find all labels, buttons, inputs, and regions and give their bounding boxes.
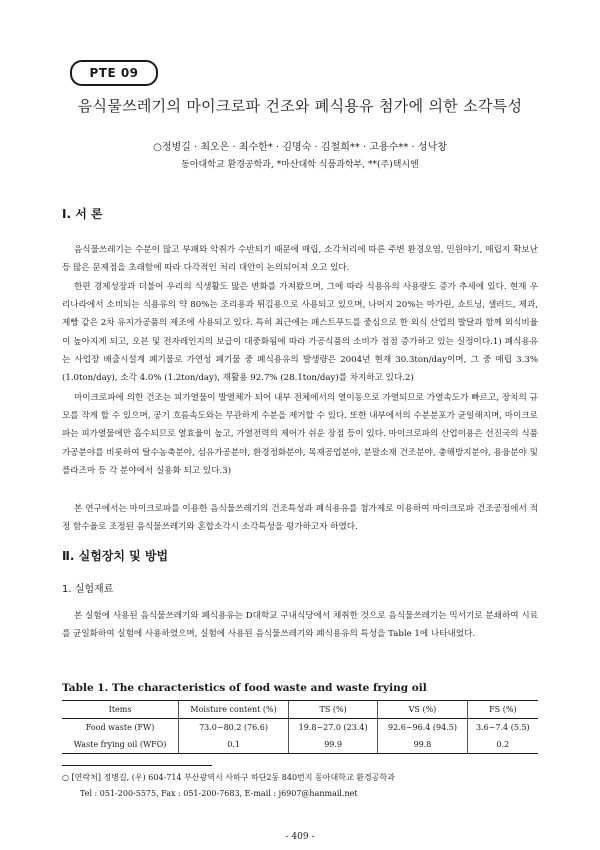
table-header-cell: Items	[62, 701, 179, 719]
table-cell: 99.9	[288, 736, 377, 754]
table-cell: 73.0~80.2 (76.6)	[179, 719, 289, 737]
table-header-cell: TS (%)	[288, 701, 377, 719]
table-cell: 19.8~27.0 (23.4)	[288, 719, 377, 737]
table-header-cell: VS (%)	[378, 701, 467, 719]
contact-phone-email: Tel : 051-200-5575, Fax : 051-200-7683, E-mail : j6907@hanmail.net	[80, 789, 358, 798]
intro-paragraph-1: 음식물쓰레기는 수분이 많고 부패와 악취가 수반되기 때문에 매립, 소각처리에 따른 주변 환경오염, 민원야기, 매립지 확보난 등 많은 문제점을 초래함에 따라 다각적인 처리 대안이 논의되어져 오고 있다.	[62, 245, 538, 274]
intro-paragraph-4: 본 연구에서는 마이크로파를 이용한 음식물쓰레기의 건조특성과 폐식용유를 첨가제로 이용하여 마이크로파 건조공정에서 적정 함수율로 조정된 음식물쓰레기와 혼합소각시 소각특성을 평가하고자 하였다.	[62, 504, 538, 533]
subsection-heading-materials: 1. 실험재료	[62, 584, 114, 595]
table-cell: 0.1	[179, 736, 289, 754]
table-cell: 0.2	[467, 736, 538, 754]
table-row	[62, 719, 538, 737]
paper-title: 음식물쓰레기의 마이크로파 건조와 폐식용유 첨가에 의한 소각특성	[77, 97, 523, 115]
table-cell: 99.8	[378, 736, 467, 754]
table-cell: Food waste (FW)	[85, 723, 155, 732]
intro-paragraph-2: 한편 경제성장과 더불어 우리의 식생활도 많은 변화를 가져왔으며, 그에 따라 식용유의 사용량도 증가 추세에 있다. 현재 우리나라에서 소비되는 식용유의 약 80%는 조리용과 튀김용으로 사용되고 있으며, 나머지 20%는 마가린, 쇼트닝, 샐러드, 제과, 제빵 같은 2차 유지가공품의 제조에 사용되고 있다. 특히 최근에는 패스트푸드를 중심으로 한 외식 산업의 발달과 함께 외식비율이 높아지게 되고, 오븐 및 전자레인지의 보급이 대중화됨에 따라 가공식품의 소비가 점점 증가하고 있는 실정이다.1) 폐식용유는 사업장 배출시설계 폐기물로 가연성 폐기물 중 폐식용유의 발생량은 2004년 현재 30.3ton/day이며, 그 중 매립 3.3% (1.0ton/day), 소각 4.0% (1.2ton/day), 재활용 92.7% (28.1ton/day)를 차지하고 있다.2)	[62, 282, 538, 384]
table-caption: Table 1. The characteristics of food waste and waste frying oil	[62, 682, 427, 694]
table-header-cell: FS (%)	[467, 701, 538, 719]
characteristics-table	[62, 700, 538, 754]
table-header-row	[62, 701, 538, 719]
methods-paragraph-1: 본 실험에 사용된 음식물쓰레기와 폐식용유는 D대학교 구내식당에서 채취한 것으로 음식물쓰레기는 믹서기로 분쇄하여 시료를 균일화하여 실험에 사용하였으며, 실험에 사용된 음식물쓰레기와 폐식용유의 특성을 Table 1에 나타내었다.	[62, 611, 538, 640]
section-heading-methods: Ⅱ. 실험장치 및 방법	[62, 549, 169, 563]
contact-footnote	[62, 770, 542, 802]
intro-paragraph-3: 마이크로파에 의한 건조는 피가열물이 발열체가 되어 내부 전체에서의 열이동으로 가열되므로 가열속도가 빠르고, 장치의 규모를 작게 할 수 있으며, 공기 흐름속도와는 무관하게 수분을 제거할 수 있다. 또한 내부에서의 수분분포가 균일해지며, 마이크로파는 피가열물에만 흡수되므로 열효율이 높고, 가열전력의 제어가 쉬운 장점 등이 있다. 마이크로파의 산업이용은 선진국의 식품 가공분야를 비롯하여 탈수농축분야, 섬유가공분야, 환경정화분야, 목재공업분야, 분말소재 건조분야, 충해방지분야, 용융분야 및 플라즈마 등 각 분야에서 실용화 되고 있다.3)	[62, 393, 538, 476]
table-cell: 92.6~96.4 (94.5)	[378, 719, 467, 737]
table-header-cell: Moisture content (%)	[179, 701, 289, 719]
contact-address: ○ [연락처] 정병길, (우) 604-714 부산광역시 사하구 하단2동 840번지 동아대학교 환경공학과	[62, 773, 395, 782]
affiliation: 동아대학교 환경공학과, *마산대학 식품과학부, **(주)택시엔	[181, 160, 419, 170]
table-cell: Waste frying oil (WFO)	[62, 736, 179, 754]
table-cell: 3.6~7.4 (5.5)	[467, 719, 538, 737]
table-row	[62, 736, 538, 754]
page-number: - 409 -	[285, 832, 315, 842]
footnote-divider	[62, 765, 212, 766]
author-list: ○정병길 · 최오은 · 최수한* · 김명숙 · 김철희** · 고용수** · 성낙창	[153, 142, 447, 153]
section-heading-introduction: Ⅰ. 서 론	[62, 207, 103, 221]
session-tag: PTE 09	[70, 60, 158, 86]
